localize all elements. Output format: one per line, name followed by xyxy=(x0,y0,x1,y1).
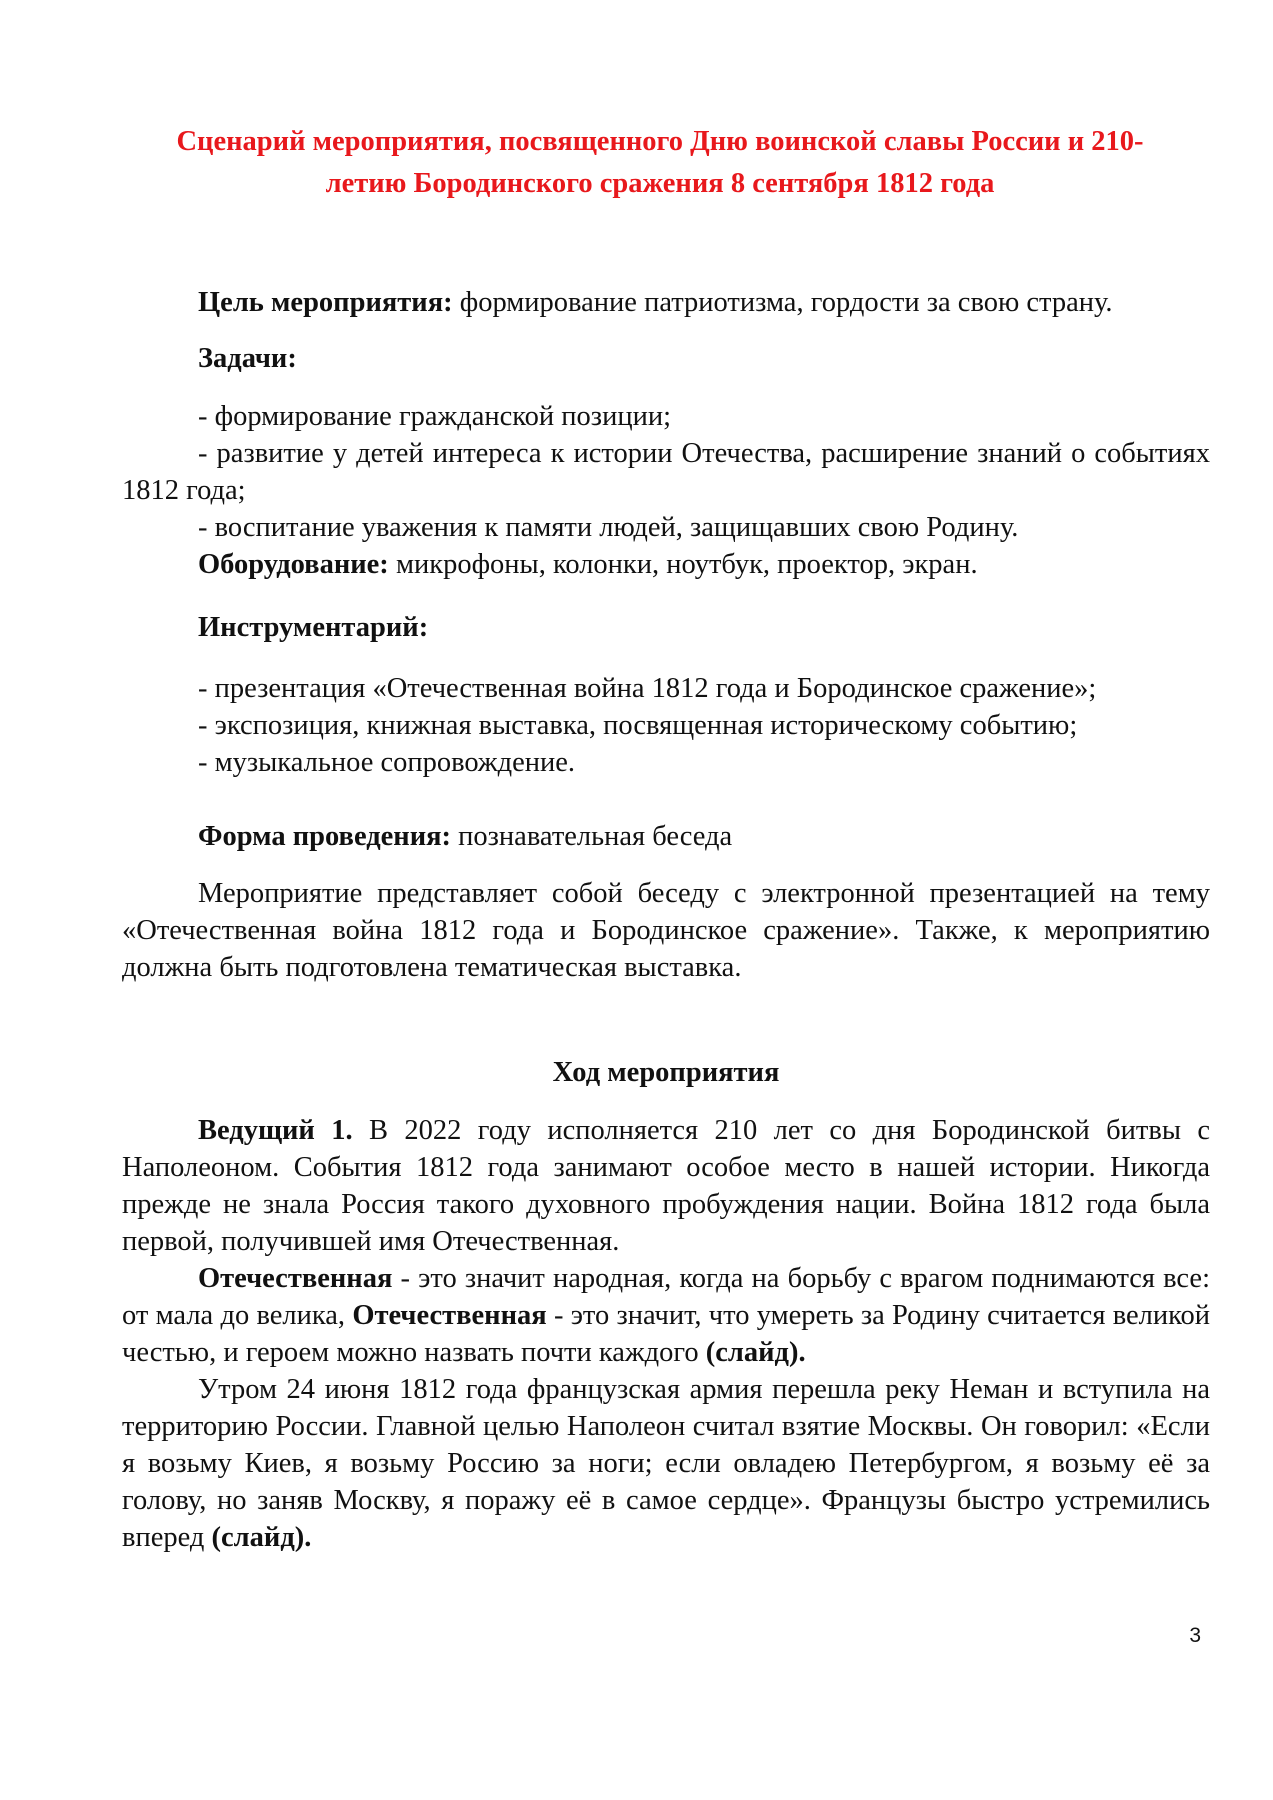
equipment-line xyxy=(122,546,1210,583)
paragraph-text: В 2022 году исполняется 210 лет со дня Бородинской битвы с Наполеоном. События 1812 года занимают особое место в нашей истории. Никогда прежде не знала Россия такого духовного пробуждения нации. Война 1812 года была первой, получившей имя Отечественная. xyxy=(122,1115,1211,1257)
paragraph-text: - это значит, что умереть за Родину считается великой честью, и героем можно назвать почти каждого xyxy=(122,1300,1211,1368)
tasks-label: Задачи: xyxy=(198,343,297,374)
section-heading-text: Ход мероприятия xyxy=(552,1057,780,1088)
page-number: 3 xyxy=(1189,1624,1201,1647)
equipment-text: микрофоны, колонки, ноутбук, проектор, экран. xyxy=(388,549,978,580)
paragraph-text: Утром 24 июня 1812 года французская армия перешла реку Неман и вступила на территорию России. Главной целью Наполеон считал взятие Москвы. Он говорил: «Если я возьму Киев, я возьму Россию за ноги; если овладею Петербургом, я возьму её за голову, но заняв Москву, я поражу её в самое сердце». Французы быстро устремились вперед xyxy=(122,1374,1210,1553)
intro-paragraph xyxy=(122,875,1210,986)
form-line xyxy=(122,818,1273,855)
task-item: - воспитание уважения к памяти людей, защищавших свою Родину. xyxy=(198,512,1019,543)
paragraph-otechestvennaya xyxy=(122,1260,1210,1371)
tasks-list xyxy=(122,398,1210,583)
tools-list xyxy=(122,670,1273,781)
task-item: - формирование гражданской позиции; xyxy=(198,401,671,432)
tools-label: Инструментарий: xyxy=(198,612,429,643)
body-text xyxy=(122,1112,1210,1556)
slide-marker: (слайд). xyxy=(705,1337,806,1368)
tasks-heading xyxy=(122,340,1273,377)
document-title xyxy=(130,121,1190,205)
goal-label: Цель мероприятия: xyxy=(198,287,453,318)
paragraph-text: - это значит народная, когда на борьбу с врагом поднимаются все: от мала до велика, xyxy=(122,1263,1210,1331)
title-line-1: Сценарий мероприятия, посвященного Дню воинской славы России и 210- xyxy=(176,126,1144,157)
slide-marker: (слайд). xyxy=(211,1522,312,1553)
title-line-2: летию Бородинского сражения 8 сентября 1812 года xyxy=(325,168,995,199)
paragraph-presenter-1 xyxy=(122,1112,1210,1260)
bold-term: Отечественная xyxy=(352,1300,547,1331)
presenter-label: Ведущий 1. xyxy=(198,1115,353,1146)
tool-item: - музыкальное сопровождение. xyxy=(198,747,576,778)
equipment-label: Оборудование: xyxy=(198,549,389,580)
form-label: Форма проведения: xyxy=(198,821,452,852)
form-text: познавательная беседа xyxy=(451,821,733,852)
tool-item: - презентация «Отечественная война 1812 года и Бородинское сражение»; xyxy=(198,673,1097,704)
bold-term: Отечественная xyxy=(198,1263,393,1294)
paragraph-june-24 xyxy=(122,1371,1210,1556)
tools-heading xyxy=(122,609,1273,646)
goal-line xyxy=(122,284,1273,321)
goal-text: формирование патриотизма, гордости за свою страну. xyxy=(452,287,1113,318)
tool-item: - экспозиция, книжная выставка, посвященная историческому событию; xyxy=(198,710,1078,741)
intro-text: Мероприятие представляет собой беседу с электронной презентацией на тему «Отечественная война 1812 года и Бородинское сражение». Также, к мероприятию должна быть подготовлена тематическая выставка. xyxy=(122,878,1210,983)
task-item: - развитие у детей интереса к истории Отечества, расширение знаний о событиях 1812 года; xyxy=(122,438,1210,506)
section-heading xyxy=(122,1054,1210,1091)
